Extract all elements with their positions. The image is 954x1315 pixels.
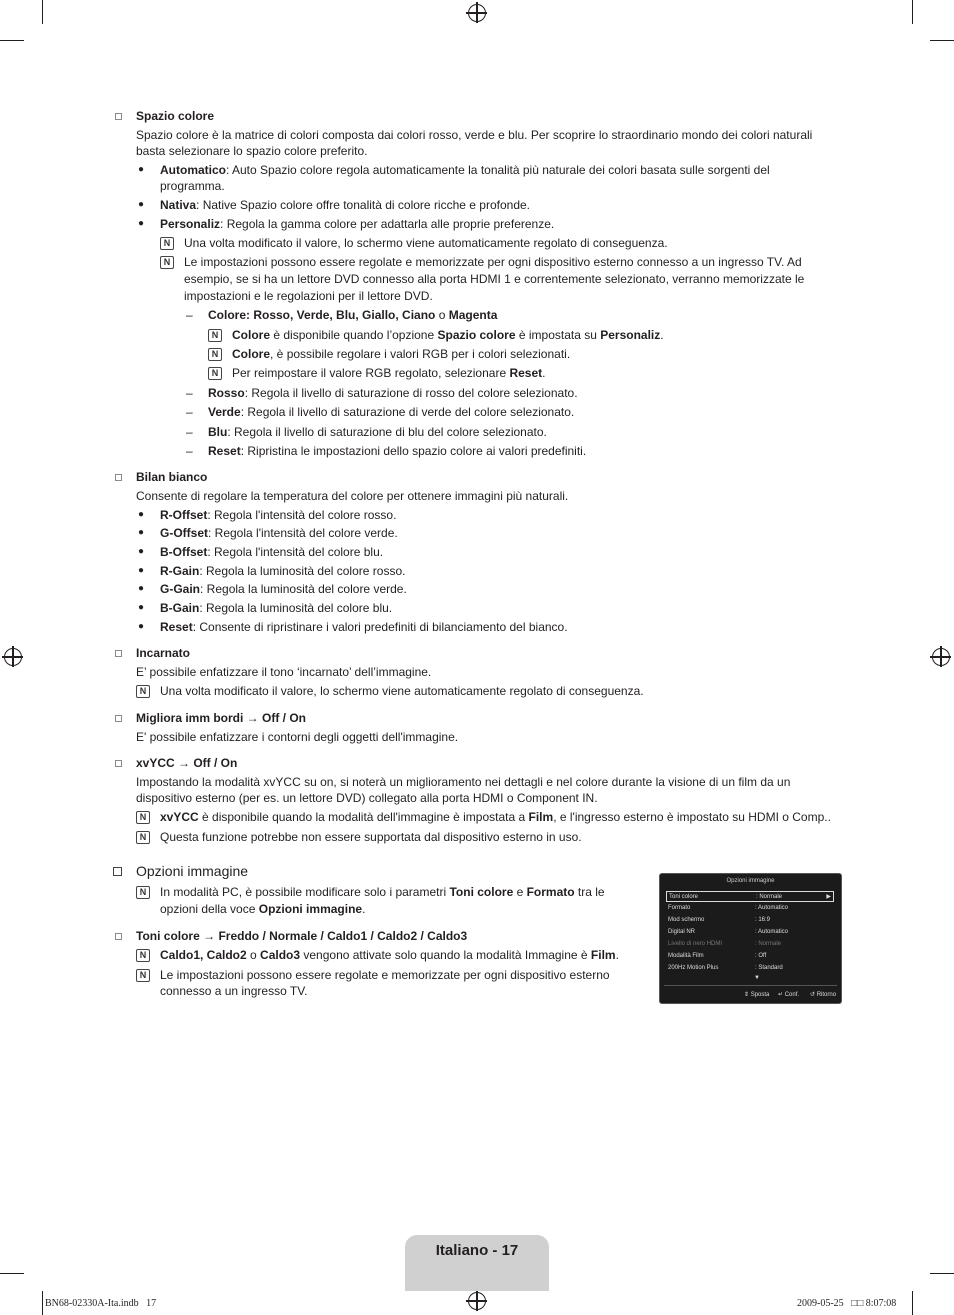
term: B-Gain	[160, 601, 200, 615]
text: o	[435, 308, 449, 322]
osd-row-label: 200Hz Motion Plus	[668, 965, 719, 971]
dash-item	[208, 424, 547, 441]
paragraph-line: Consente di regolare la temperatura del colore per ottenere immagini più naturali.	[136, 489, 569, 503]
registration-mark-icon	[468, 4, 486, 22]
section-square-icon	[115, 760, 122, 767]
term: Reset	[160, 620, 193, 634]
text: .	[615, 948, 619, 962]
term: Caldo1, Caldo2	[160, 948, 247, 962]
term: G-Gain	[160, 582, 201, 596]
note-icon: N	[208, 367, 222, 380]
term: G-Offset	[160, 526, 208, 540]
term: Personaliz	[600, 328, 661, 342]
footer-date: 2009-05-25 □□ 8:07:08	[797, 1298, 897, 1309]
note-text: Una volta modificato il valore, lo schermo viene automaticamente regolato di conseguenza.	[160, 684, 644, 698]
crop-mark	[0, 40, 24, 41]
section-square-icon	[115, 933, 122, 940]
text: : Regola il livello di saturazione di rosso del colore selezionato.	[244, 386, 578, 400]
note-icon: N	[136, 949, 150, 962]
text: .	[362, 902, 366, 916]
osd-title: Opzioni immagine	[726, 878, 775, 884]
text: è disponibile quando la modalità dell'immagine è impostata a	[198, 810, 529, 824]
registration-mark-icon	[4, 648, 22, 666]
term: Automatico	[160, 163, 226, 177]
osd-enter-label: Conf.	[784, 992, 800, 998]
text: opzioni della voce	[160, 902, 259, 916]
term: Opzioni immagine	[258, 902, 363, 916]
section-title: Spazio colore	[136, 109, 215, 123]
note-icon: N	[160, 237, 174, 250]
bullet-item	[160, 216, 554, 233]
arrow-right-icon: ▶	[826, 894, 831, 900]
text: : Regola l'intensità del colore rosso.	[207, 508, 397, 522]
bullet-icon: ●	[138, 218, 145, 229]
text: vengono attivate solo quando la modalità Immagine è	[300, 948, 591, 962]
checkbox-square-icon	[113, 867, 122, 876]
note-icon: N	[208, 329, 222, 342]
term: Blu	[208, 425, 228, 439]
note-icon: N	[136, 811, 150, 824]
osd-row-label: Mod schermo	[668, 917, 705, 923]
paragraph-line: E’ possibile enfatizzare il tono ‘incarnato’ dell’immagine.	[136, 665, 432, 679]
section-heading: Opzioni immagine	[136, 863, 249, 879]
note-icon: N	[136, 685, 150, 698]
text: : Regola la gamma colore per adattarla alle proprie preferenze.	[220, 217, 555, 231]
osd-row-selected[interactable]	[666, 891, 834, 902]
text: : Regola la luminosità del colore blu.	[199, 601, 393, 615]
osd-row-value: : Standard	[755, 965, 783, 971]
osd-enter-hint	[778, 991, 799, 999]
note-text: Questa funzione potrebbe non essere supportata dal dispositivo esterno in uso.	[160, 830, 582, 844]
registration-mark-icon	[932, 648, 950, 666]
crop-mark	[930, 40, 954, 41]
osd-divider	[664, 985, 837, 986]
text: tra le	[574, 885, 605, 899]
section-title: Incarnato	[136, 646, 191, 660]
section-square-icon	[115, 474, 122, 481]
bullet-icon: ●	[138, 602, 145, 613]
crop-mark	[42, 0, 43, 24]
bullet-item	[160, 600, 392, 617]
term: Personaliz	[160, 217, 221, 231]
term: Verde	[208, 405, 241, 419]
paragraph-line: E' possibile enfatizzare i contorni degli oggetti dell'immagine.	[136, 730, 459, 744]
osd-row-value: : 16:9	[755, 917, 771, 923]
text: .	[542, 366, 546, 380]
crop-mark	[42, 1291, 43, 1315]
term: Colore	[232, 328, 271, 342]
term: Film	[590, 948, 616, 962]
dash-icon: –	[186, 308, 193, 322]
note-icon: N	[136, 969, 150, 982]
dash-icon: –	[186, 425, 193, 439]
bullet-item	[160, 581, 407, 598]
osd-row[interactable]	[666, 963, 834, 974]
enter-icon: ↵	[778, 992, 784, 998]
section-title: Migliora imm bordi → Off / On	[136, 711, 306, 725]
page-number-tab	[405, 1235, 549, 1291]
osd-row-value: : Normale	[756, 894, 783, 900]
crop-mark	[912, 0, 913, 24]
text: : Regola il livello di saturazione di verde del colore selezionato.	[240, 405, 575, 419]
bullet-icon: ●	[138, 621, 145, 632]
note-text	[232, 365, 546, 382]
note-icon: N	[136, 886, 150, 899]
section-square-icon	[115, 650, 122, 657]
text: è disponibile quando l’opzione	[270, 328, 438, 342]
dash-item	[208, 404, 574, 421]
bullet-icon: ●	[138, 199, 145, 210]
osd-back-hint	[810, 991, 836, 999]
note-text: esempio, se si ha un lettore DVD connesso alla porta HDMI 1 e correntemente selezionato, verranno memorizzate le	[184, 272, 805, 286]
osd-row[interactable]	[666, 951, 834, 962]
note-text: Una volta modificato il valore, lo schermo viene automaticamente regolato di conseguenza.	[184, 236, 668, 250]
bullet-item	[160, 544, 383, 561]
bullet-icon: ●	[138, 509, 145, 520]
term: Reset	[208, 444, 241, 458]
osd-row-value: : Automatico	[755, 905, 789, 911]
text: : Regola la luminosità del colore rosso.	[199, 564, 406, 578]
term: Spazio colore	[437, 328, 516, 342]
osd-move-hint	[744, 991, 769, 999]
text: : Auto Spazio colore regola automaticamente la tonalità più naturale dei colori basata sulle sorgenti del	[226, 163, 770, 177]
dash-icon: –	[186, 444, 193, 458]
note-text	[160, 901, 365, 918]
osd-row-label: Toni colore	[669, 894, 699, 900]
text: : Regola l'intensità del colore verde.	[208, 526, 398, 540]
bullet-icon: ●	[138, 164, 145, 175]
bullet-item	[160, 525, 398, 542]
osd-row-disabled	[666, 939, 834, 950]
text: , è possibile regolare i valori RGB per i colori selezionati.	[270, 347, 571, 361]
term: Colore: Rosso, Verde, Blu, Giallo, Ciano	[208, 308, 436, 322]
page-number: Italiano - 17	[435, 1242, 519, 1259]
paragraph-line: basta selezionare lo spazio colore preferito.	[136, 144, 368, 158]
dash-icon: –	[186, 386, 193, 400]
text: : Regola l'intensità del colore blu.	[207, 545, 384, 559]
crop-mark	[930, 1273, 954, 1274]
text: è impostata su	[515, 328, 601, 342]
bullet-item-cont: programma.	[160, 179, 225, 193]
term: Film	[528, 810, 554, 824]
osd-row-value: : Normale	[755, 941, 782, 947]
note-icon: N	[136, 831, 150, 844]
paragraph-line: Impostando la modalità xvYCC su on, si noterà un miglioramento nei dettagli e nel colore durante la visione di un film da un	[136, 775, 791, 789]
section-title: xvYCC → Off / On	[136, 756, 238, 770]
note-icon: N	[208, 348, 222, 361]
bullet-icon: ●	[138, 527, 145, 538]
note-text: Le impostazioni possono essere regolate e memorizzate per ogni dispositivo esterno connesso a un ingresso TV. Ad	[184, 255, 802, 269]
osd-move-label: Sposta	[750, 992, 770, 998]
crop-mark	[0, 1273, 24, 1274]
term: xvYCC	[160, 810, 199, 824]
return-icon: ↺	[810, 992, 816, 998]
text: o	[246, 948, 261, 962]
note-text: connesso a un ingresso TV.	[160, 984, 308, 998]
note-text	[232, 327, 664, 344]
text: In modalità PC, è possibile modificare solo i parametri	[160, 885, 450, 899]
bullet-icon: ●	[138, 565, 145, 576]
text: e	[513, 885, 527, 899]
note-text	[160, 809, 831, 826]
bullet-icon: ●	[138, 583, 145, 594]
scroll-down-icon[interactable]: ▼	[754, 975, 760, 981]
dash-item	[208, 385, 578, 402]
section-square-icon	[115, 113, 122, 120]
bullet-item	[160, 162, 770, 179]
text: , e l'ingresso esterno è impostato su HDMI o Comp..	[553, 810, 831, 824]
paragraph-line: Spazio colore è la matrice di colori composta dai colori rosso, verde e blu. Per scoprire lo straordinario mondo dei colori naturali	[136, 128, 813, 142]
note-text: Le impostazioni possono essere regolate e memorizzate per ogni dispositivo esterno	[160, 968, 610, 982]
bullet-item	[160, 197, 530, 214]
text: : Consente di ripristinare i valori predefiniti di bilanciamento del bianco.	[192, 620, 568, 634]
osd-row[interactable]	[666, 927, 834, 938]
bullet-item	[160, 619, 568, 636]
term: Caldo3	[260, 948, 301, 962]
term: Toni colore	[449, 885, 514, 899]
bullet-item	[160, 507, 396, 524]
osd-row-label: Digital NR	[668, 929, 696, 935]
term: Reset	[509, 366, 543, 380]
term: Magenta	[448, 308, 498, 322]
section-title: Toni colore → Freddo / Normale / Caldo1 / Caldo2 / Caldo3	[136, 929, 468, 943]
osd-back-label: Ritorno	[816, 992, 837, 998]
note-icon: N	[160, 256, 174, 269]
note-text	[160, 947, 619, 964]
section-title: Bilan bianco	[136, 470, 208, 484]
text: : Regola la luminosità del colore verde.	[200, 582, 407, 596]
term: Nativa	[160, 198, 197, 212]
text: : Native Spazio colore offre tonalità di colore ricche e profonde.	[196, 198, 530, 212]
text: : Regola il livello di saturazione di blu del colore selezionato.	[227, 425, 547, 439]
osd-row-value: : Automatico	[755, 929, 789, 935]
osd-row-value: : Off	[755, 953, 767, 959]
term: Rosso	[208, 386, 245, 400]
sub-heading	[208, 307, 497, 324]
osd-row-label: Modalità Film	[668, 953, 704, 959]
text: Per reimpostare il valore RGB regolato, selezionare	[232, 366, 510, 380]
paragraph-line: dispositivo esterno (per es. un lettore DVD) collegato alla porta HDMI o Component IN.	[136, 791, 598, 805]
term: R-Gain	[160, 564, 200, 578]
note-text: impostazioni e le regolazioni per il lettore DVD.	[184, 289, 433, 303]
osd-row-label: Livello di nero HDMI	[668, 941, 723, 947]
dash-icon: –	[186, 405, 193, 419]
updown-icon: ⇕	[744, 992, 750, 998]
term: Colore	[232, 347, 271, 361]
note-text	[232, 346, 570, 363]
crop-mark	[912, 1291, 913, 1315]
bullet-icon: ●	[138, 546, 145, 557]
text: .	[660, 328, 664, 342]
osd-row[interactable]	[666, 915, 834, 926]
section-square-icon	[115, 715, 122, 722]
dash-item	[208, 443, 586, 460]
bullet-item	[160, 563, 405, 580]
note-text	[160, 884, 605, 901]
term: B-Offset	[160, 545, 208, 559]
osd-row[interactable]	[666, 903, 834, 914]
osd-menu	[659, 873, 842, 1004]
term: R-Offset	[160, 508, 208, 522]
footer-file: BN68-02330A-Ita.indb 17	[45, 1298, 157, 1309]
text: : Ripristina le impostazioni dello spazio colore ai valori predefiniti.	[240, 444, 587, 458]
term: Formato	[526, 885, 575, 899]
osd-row-label: Formato	[668, 905, 691, 911]
registration-mark-icon	[468, 1292, 486, 1310]
